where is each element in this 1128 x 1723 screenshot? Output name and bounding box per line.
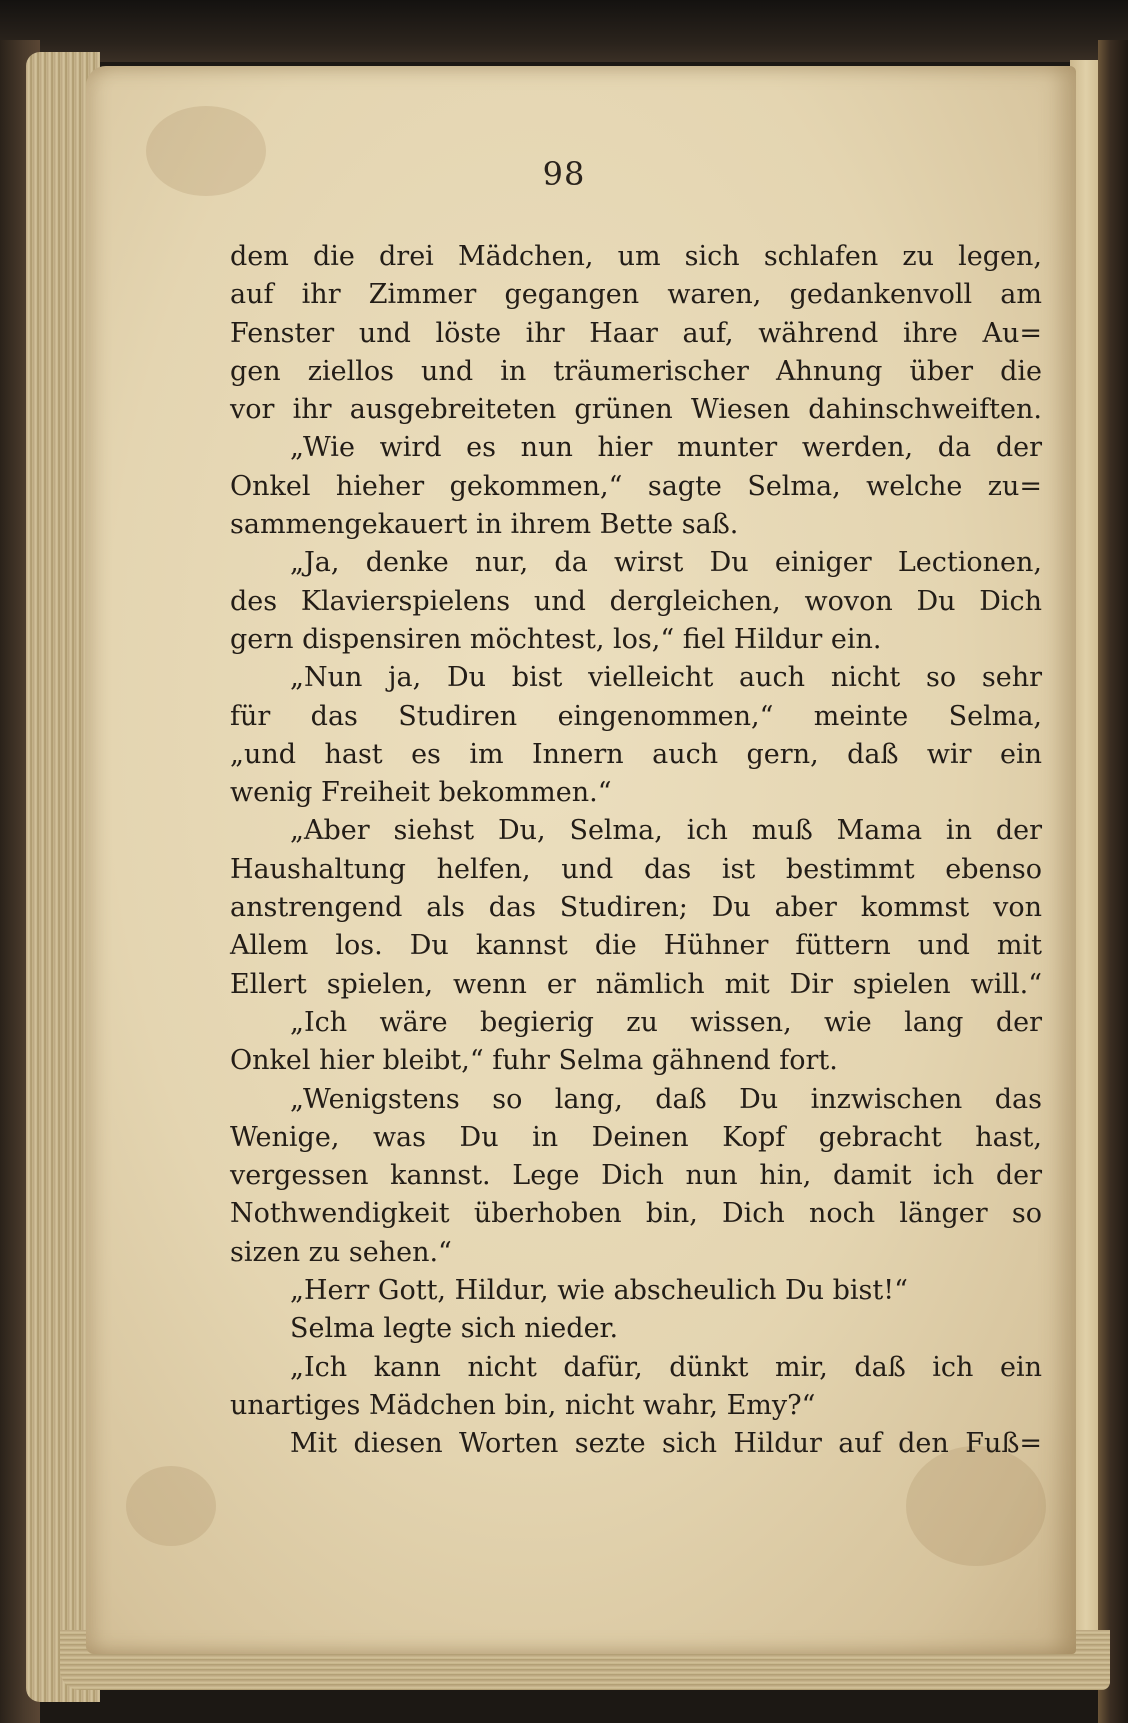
text-line: Haushaltung helfen, und das ist bestimmt ebenso [230, 853, 1042, 885]
text-line: Mit diesen Worten sezte sich Hildur auf den Fuß= [290, 1428, 1042, 1460]
paper-stain [906, 1446, 1046, 1566]
text-line: Onkel hieher gekommen,“ sagte Selma, welche zu= [230, 470, 1042, 502]
text-line: für das Studiren eingenommen,“ meinte Selma, [230, 700, 1042, 732]
text-line: gern dispensiren möchtest, los,“ fiel Hildur ein. [230, 623, 882, 655]
text-line: „Herr Gott, Hildur, wie abscheulich Du bist!“ [290, 1275, 908, 1307]
text-line: „Ich wäre begierig zu wissen, wie lang der [290, 1006, 1042, 1038]
text-line: sammengekauert in ihrem Bette saß. [230, 509, 739, 541]
text-line: „Nun ja, Du bist vielleicht auch nicht so sehr [290, 662, 1042, 694]
text-line: „Wenigstens so lang, daß Du inzwischen das [290, 1083, 1042, 1115]
text-line: „Aber siehst Du, Selma, ich muß Mama in der [290, 815, 1042, 847]
text-line: Nothwendigkeit überhoben bin, Dich noch länger so [230, 1198, 1042, 1230]
text-line: „Ja, denke nur, da wirst Du einiger Lectionen, [290, 547, 1042, 579]
text-line: Fenster und löste ihr Haar auf, während ihre Au= [230, 317, 1042, 349]
text-line: anstrengend als das Studiren; Du aber kommst von [230, 892, 1042, 924]
text-line: gen ziellos und in träumerischer Ahnung über die [230, 355, 1042, 387]
text-line: wenig Freiheit bekommen.“ [230, 777, 612, 809]
text-line: Onkel hier bleibt,“ fuhr Selma gähnend fort. [230, 1045, 838, 1077]
text-line: Wenige, was Du in Deinen Kopf gebracht hast, [230, 1121, 1042, 1153]
text-line: vor ihr ausgebreiteten grünen Wiesen dahinschweiften. [230, 394, 1042, 426]
book-cover-right [1098, 40, 1128, 1723]
text-line: sizen zu sehen.“ [230, 1236, 452, 1268]
text-line: „Wie wird es nun hier munter werden, da der [290, 432, 1042, 464]
text-line: unartiges Mädchen bin, nicht wahr, Emy?“ [230, 1389, 816, 1421]
page-number: 98 [542, 155, 586, 193]
text-line: vergessen kannst. Lege Dich nun hin, damit ich der [230, 1160, 1042, 1192]
paper-stain [126, 1466, 216, 1546]
page-text [230, 238, 1042, 1464]
text-line: auf ihr Zimmer gegangen waren, gedankenvoll am [230, 279, 1042, 311]
text-line: Ellert spielen, wenn er nämlich mit Dir spielen will.“ [230, 968, 1042, 1000]
text-line: Allem los. Du kannst die Hühner füttern und mit [230, 930, 1042, 962]
book-cover-top [0, 0, 1128, 62]
text-line: Selma legte sich nieder. [290, 1313, 619, 1345]
text-line: des Klavierspielens und dergleichen, wovon Du Dich [230, 585, 1042, 617]
text-line: „und hast es im Innern auch gern, daß wir ein [230, 738, 1042, 770]
text-line: „Ich kann nicht dafür, dünkt mir, daß ich ein [290, 1351, 1042, 1383]
text-line: dem die drei Mädchen, um sich schlafen zu legen, [230, 241, 1042, 272]
